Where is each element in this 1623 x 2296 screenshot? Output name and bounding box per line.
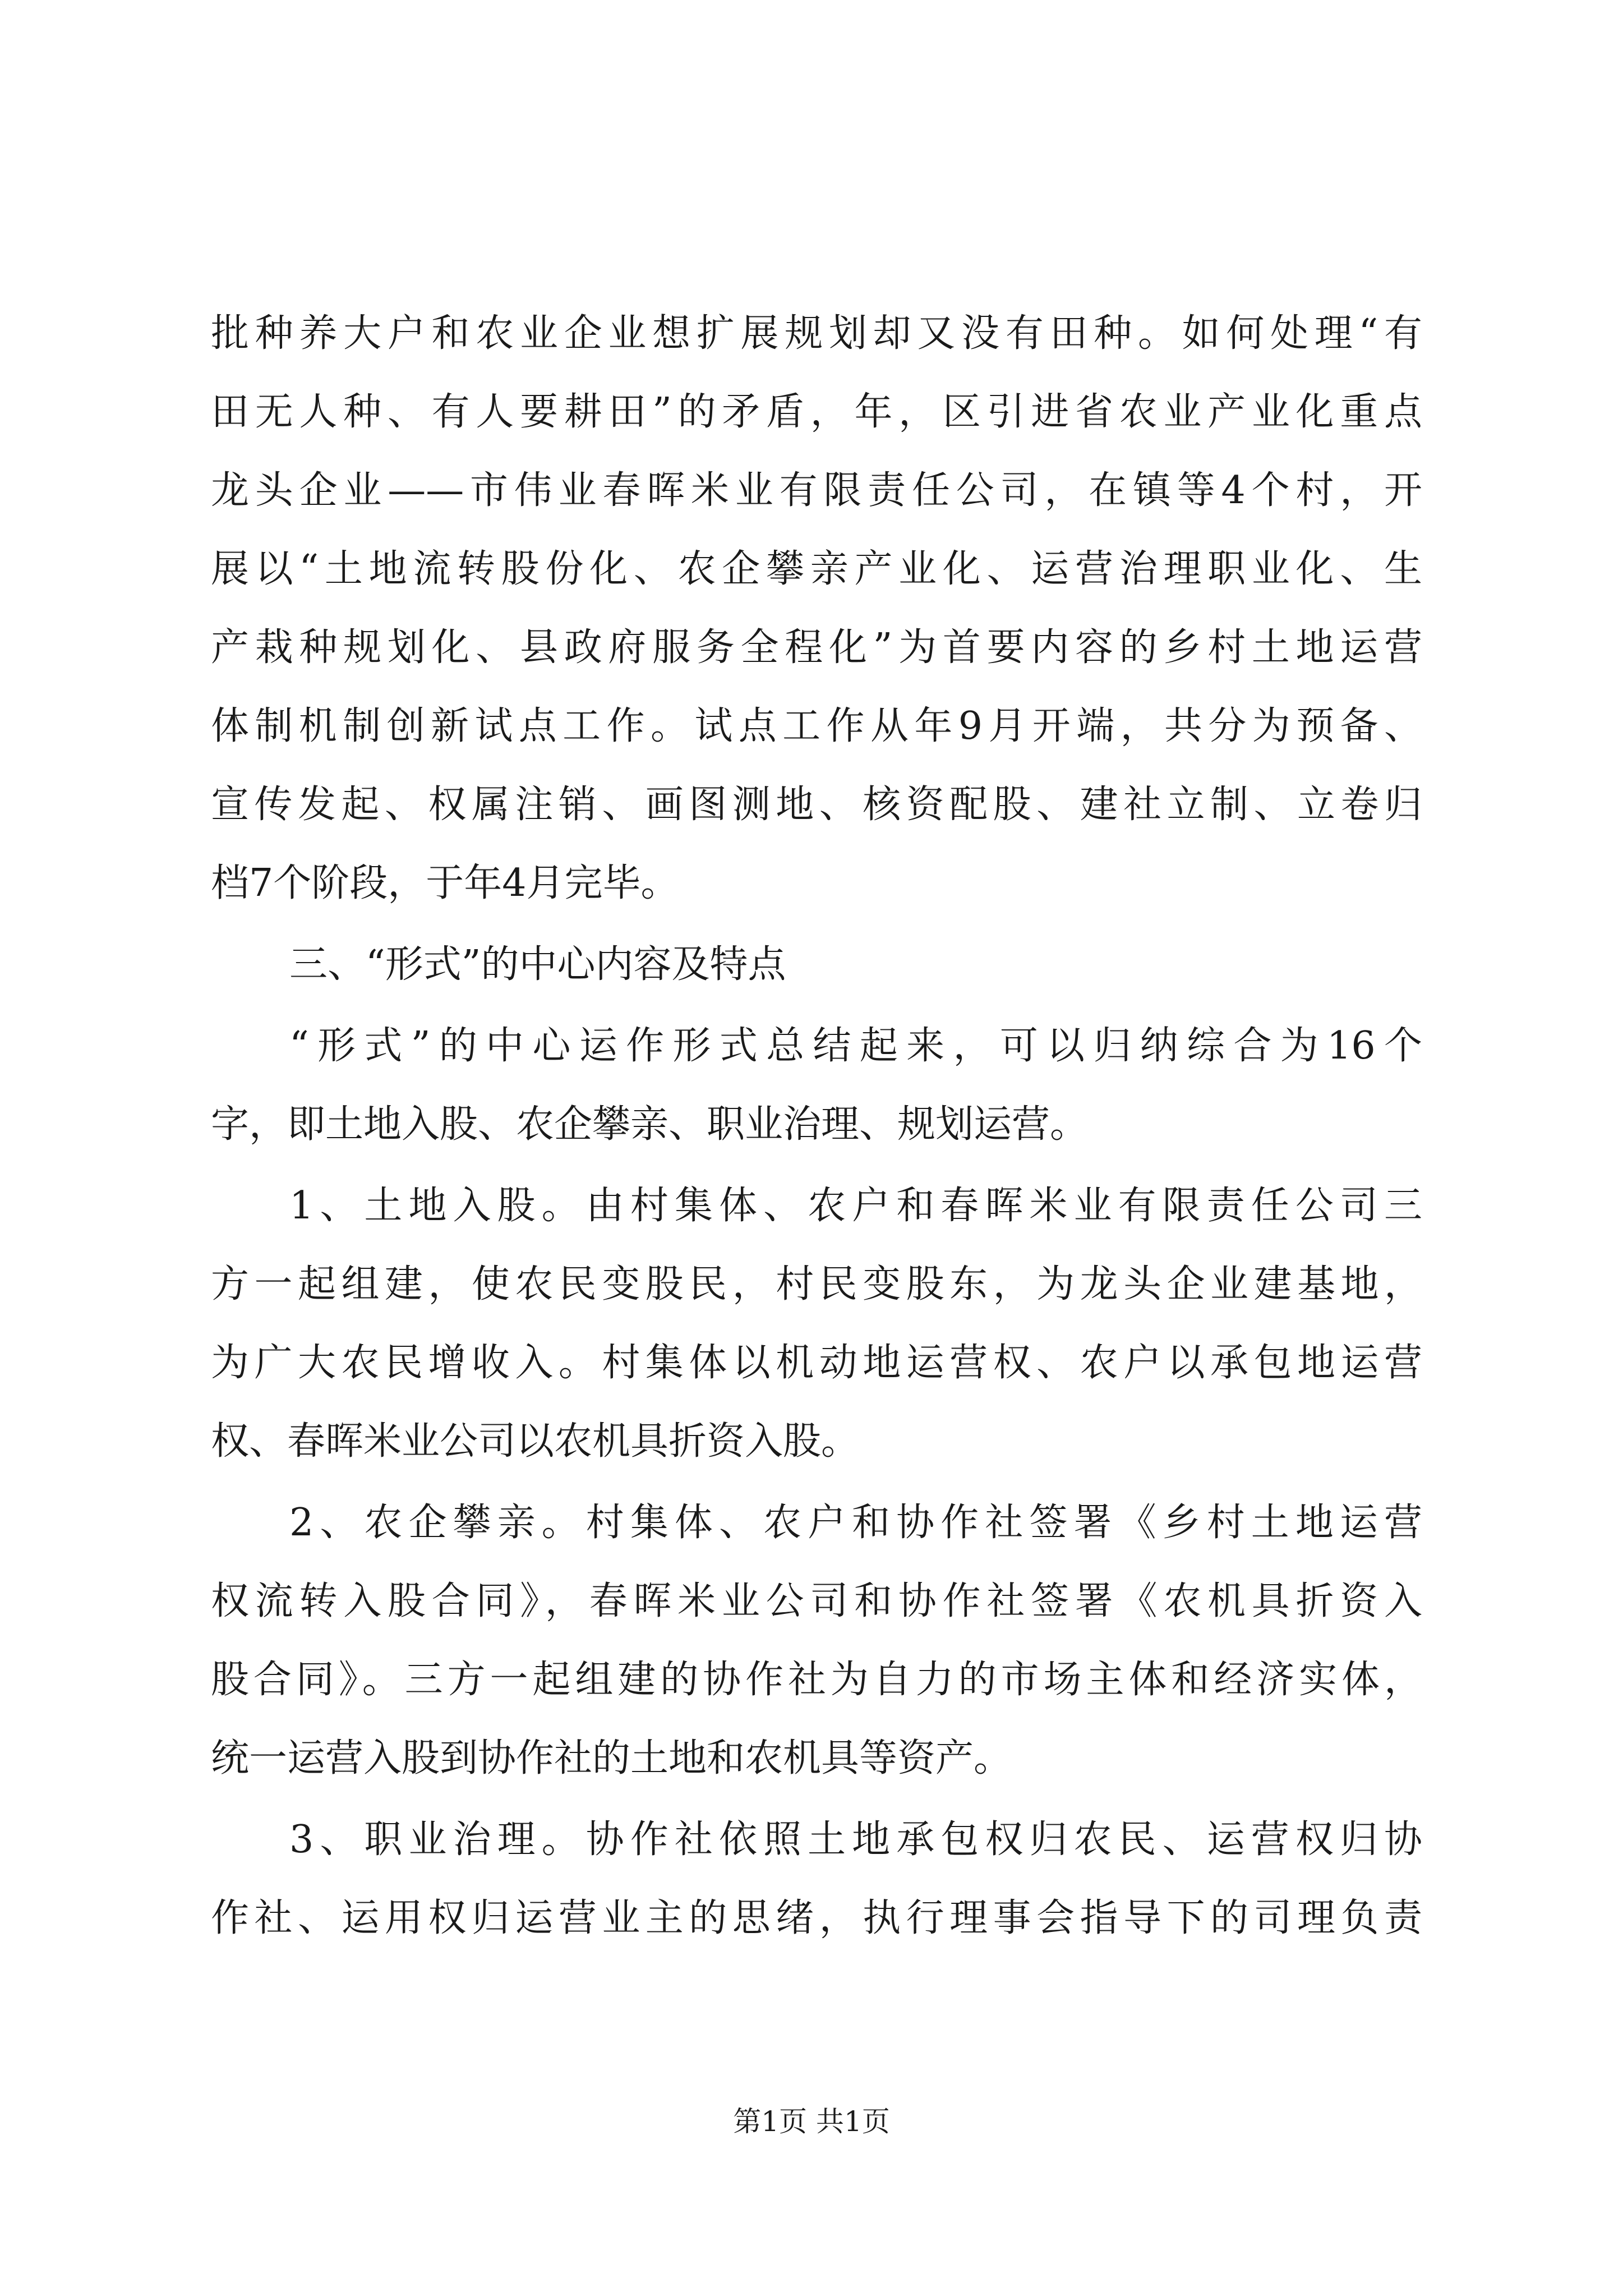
text-line-8: 档7个阶段，于年4月完毕。	[211, 861, 679, 905]
text-line-13: 方一起组建，使农民变股民，村民变股东，为龙头企业建基地，	[211, 1262, 1422, 1306]
text-line-21: 作社、运用权归运营业主的思绪，执行理事会指导下的司理负责	[211, 1896, 1422, 1940]
text-line-4: 展以“土地流转股份化、农企攀亲产业化、运营治理职业化、生	[211, 547, 1422, 591]
text-line-7: 宣传发起、权属注销、画图测地、核资配股、建社立制、立卷归	[211, 783, 1422, 827]
text-line-20: 3、职业治理。协作社依照土地承包权归农民、运营权归协	[289, 1818, 1422, 1862]
text-line-5: 产栽种规划化、县政府服务全程化”为首要内容的乡村土地运营	[211, 625, 1422, 670]
section-heading: 三、“形式”的中心内容及特点	[289, 942, 786, 987]
text-line-12: 1、土地入股。由村集体、农户和春晖米业有限责任公司三	[289, 1184, 1422, 1228]
text-line-14: 为广大农民增收入。村集体以机动地运营权、农户以承包地运营	[211, 1341, 1422, 1385]
text-line-10: “形式”的中心运作形式总结起来，可以归纳综合为16个	[289, 1024, 1422, 1068]
text-line-11: 字，即土地入股、农企攀亲、职业治理、规划运营。	[211, 1102, 1089, 1147]
text-line-2: 田无人种、有人要耕田”的矛盾，年，区引进省农业产业化重点	[211, 390, 1422, 434]
page-footer: 第1页 共1页	[733, 2105, 890, 2138]
text-line-3: 龙头企业——市伟业春晖米业有限责任公司，在镇等4个村，开	[211, 468, 1422, 513]
text-line-1: 批种养大户和农业企业想扩展规划却又没有田种。如何处理“有	[211, 311, 1422, 356]
text-line-17: 权流转入股合同》，春晖米业公司和协作社签署《农机具折资入	[211, 1579, 1422, 1623]
text-line-16: 2、农企攀亲。村集体、农户和协作社签署《乡村土地运营	[289, 1501, 1422, 1545]
text-line-15: 权、春晖米业公司以农机具折资入股。	[211, 1419, 860, 1464]
text-line-19: 统一运营入股到协作社的土地和农机具等资产。	[211, 1736, 1012, 1780]
text-line-18: 股合同》。三方一起组建的协作社为自力的市场主体和经济实体，	[211, 1658, 1422, 1702]
text-line-6: 体制机制创新试点工作。试点工作从年9月开端，共分为预备、	[211, 704, 1422, 748]
